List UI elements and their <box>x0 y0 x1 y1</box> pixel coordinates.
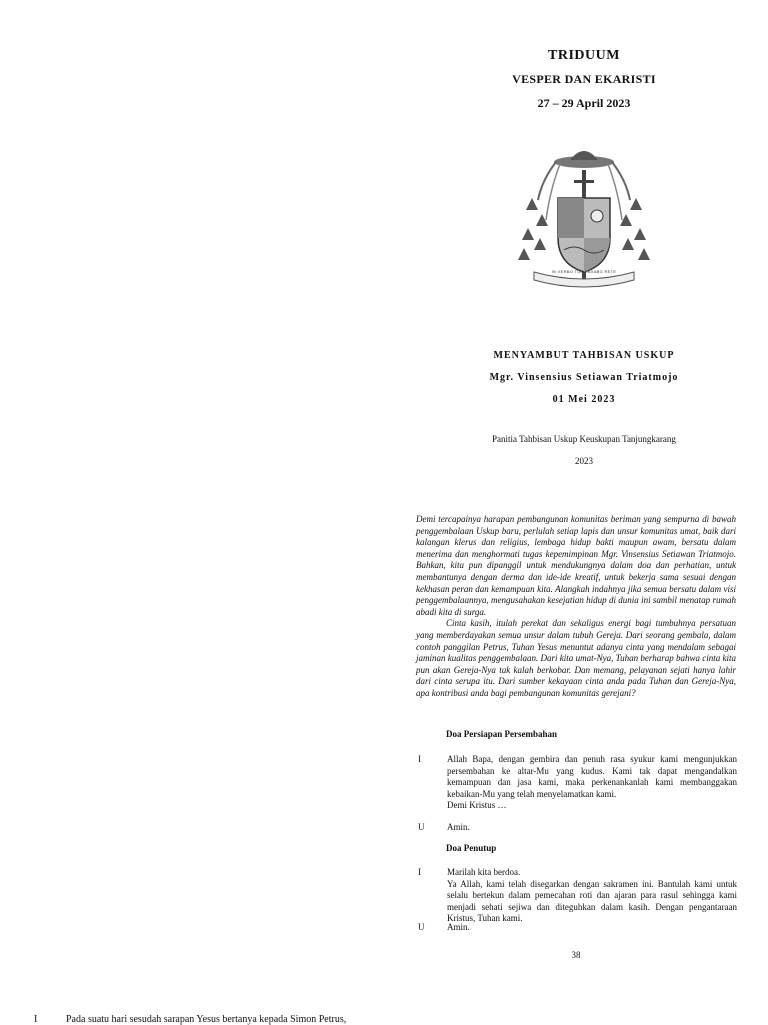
event-dates: 27 – 29 April 2023 <box>537 96 631 110</box>
people-marker: U <box>418 922 425 932</box>
closing-prayer <box>447 867 737 925</box>
celebrant-marker: I <box>418 867 421 877</box>
people-response: Amin. <box>447 822 470 832</box>
next-page-text: Pada suatu hari sesudah sarapan Yesus bertanya kepada Simon Petrus, <box>66 1014 347 1025</box>
prayer-invitation: Marilah kita berdoa. <box>447 867 521 877</box>
people-response: Amin. <box>447 922 470 932</box>
episcopal-coat-of-arms <box>512 140 656 300</box>
offertory-prayer <box>447 754 737 812</box>
prayer-text: Allah Bapa, dengan gembira dan penuh rasa syukur kami mengunjukkan persembahan ke altar-Mu yang kudus. Kami tak dapat mengandalkan kemampuan dan jasa kami, maka perkenankanlah kami membanggakan kebaikan-Mu yang telah menyelamatkan kami. <box>447 754 737 799</box>
crest-motto: IN VERBO TUO LAXABO RETE <box>551 269 617 274</box>
document-title: TRIDUUM <box>548 48 620 63</box>
intro-text <box>416 514 736 700</box>
coat-of-arms-icon <box>512 140 656 300</box>
section-heading-closing: Doa Penutup <box>446 843 497 853</box>
celebrant-marker: I <box>418 754 421 764</box>
committee-year: 2023 <box>575 456 593 466</box>
occasion-heading: MENYAMBUT TAHBISAN USKUP <box>493 350 675 361</box>
page-number: 38 <box>571 950 581 960</box>
bishop-name: Mgr. Vinsensius Setiawan Triatmojo <box>489 372 679 383</box>
document-subtitle: VESPER DAN EKARISTI <box>512 72 656 86</box>
prayer-text: Ya Allah, kami telah disegarkan dengan sakramen ini. Bantulah kami untuk selalu bertekun dalam pemecahan roti dan ajaran para rasul sehingga kami menjadi sehati sejiwa dan diteguhkan dalam kasih. Dengan pengantaraan Kristus, Tuhan kami. <box>447 878 737 924</box>
committee-name: Panitia Tahbisan Uskup Keuskupan Tanjungkarang <box>492 434 676 444</box>
section-heading-offertory: Doa Persiapan Persembahan <box>446 729 557 739</box>
people-marker: U <box>418 822 425 832</box>
next-page-marker: I <box>34 1014 38 1025</box>
intro-paragraph: Cinta kasih, itulah perekat dan sekaligus energi bagi tumbuhnya persatuan yang memberdayakan semua unsur dalam tubuh Gereja. Dari seorang gembala, dalam contoh panggilan Petrus, Tuhan Yesus menuntut adanya cinta yang mendalam sebagai jaminan kualitas penggembalaan. Dari kita umat-Nya, Tuhan berharap bahwa cinta kita pun akan Gereja-Nya tak kalah berkobar. Dan memang, pelayanan sejati hanya lahir dari cinta serupa itu. Dari sumber kekayaan cinta anda pada Tuhan dan Gereja-Nya, apa kontribusi anda bagi pembangunan komunitas gerejani? <box>416 618 736 698</box>
ordination-date: 01 Mei 2023 <box>552 394 616 405</box>
prayer-closing: Demi Kristus … <box>447 800 507 811</box>
intro-paragraph: Demi tercapainya harapan pembangunan komunitas beriman yang sempurna di bawah penggembalaan Uskup baru, perlulah setiap lapis dan unsur komunitas umat, baik dari kalangan klerus dan religius, lembaga hidup bakti maupun awam, bersatu dalam menerima dan menghormati tugas kepemimpinan Mgr. Vinsensius Setiawan Triatmojo. Bahkan, kita pun dipanggil untuk mendukungnya dalam doa dan perhatian, untuk membantunya dengan derma dan ide-ide kreatif, untuk bekerja sama sesuai dengan kekhasan peran dan kemampuan kita. Alangkah indahnya jika semua bersatu dalam visi penggembalaannya, mengusahakan kesejatian hidup di dunia ini sambil menatap rumah abadi kita di surga. <box>416 514 736 617</box>
